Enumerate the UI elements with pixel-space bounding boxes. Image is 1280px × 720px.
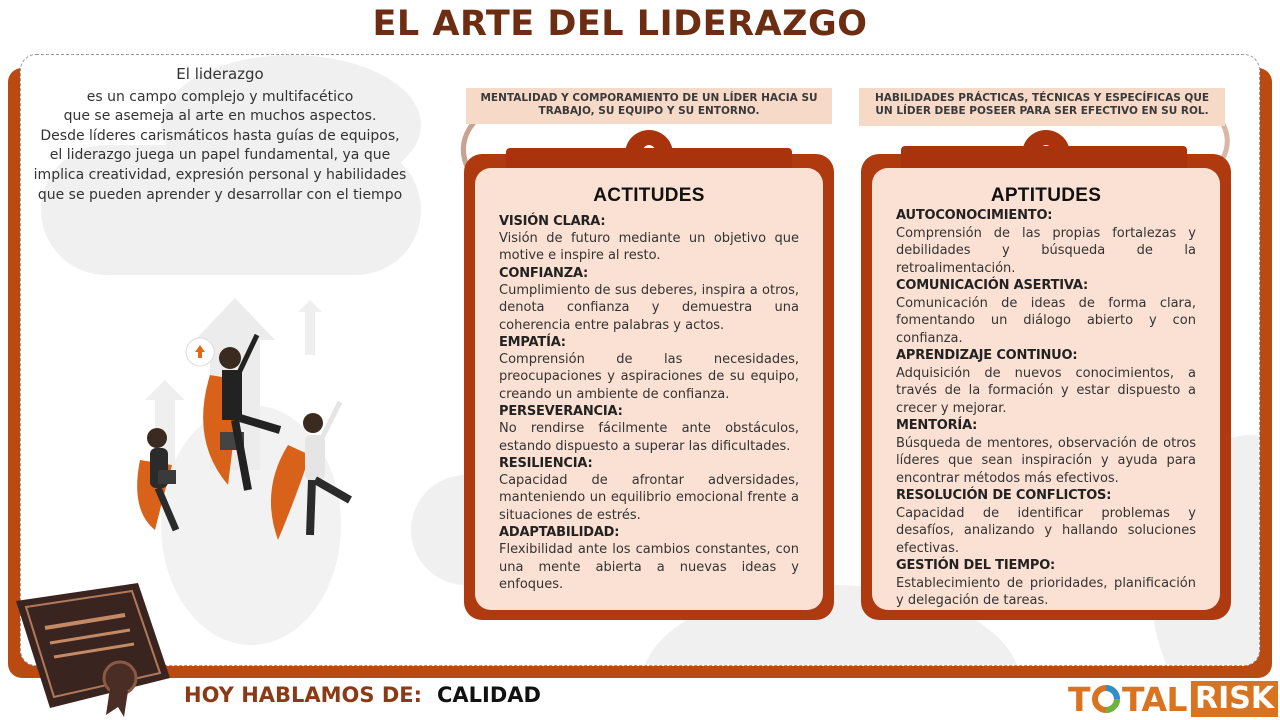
- intro-line: que se pueden aprender y desarrollar con el tiempo: [37, 186, 403, 203]
- list-item-text: Comprensión de las necesidades, preocupaciones y aspiraciones de su equipo, creando un ambiente de confianza.: [499, 352, 799, 402]
- list-item-title: COMUNICACIÓN ASERTIVA:: [896, 278, 1088, 293]
- list-item-title: VISIÓN CLARA:: [499, 214, 606, 229]
- aptitudes-list: [872, 207, 1220, 610]
- footer-label: HOY HABLAMOS DE:: [184, 683, 423, 707]
- list-item-text: Comprensión de las propias fortalezas y debilidades y búsqueda de la retroalimentación.: [896, 225, 1196, 276]
- footer-topic: CALIDAD: [437, 683, 541, 707]
- up-arrow-shape: [298, 300, 322, 355]
- aptitudes-paper: [872, 168, 1220, 610]
- list-item-title: RESOLUCIÓN DE CONFLICTOS:: [896, 488, 1112, 503]
- flying-leaders-illustration: [110, 240, 380, 540]
- logo-text: TAL: [1122, 679, 1188, 719]
- actitudes-heading: ACTITUDES: [593, 185, 705, 206]
- aptitudes-heading: APTITUDES: [990, 185, 1102, 206]
- list-item-title: PERSEVERANCIA:: [499, 404, 623, 420]
- actitudes-clipboard: [464, 154, 834, 620]
- actitudes-paper: [475, 168, 823, 610]
- person-head: [303, 413, 323, 433]
- intro-line: implica creatividad, expresión personal y habilidades: [33, 166, 407, 183]
- briefcase: [158, 470, 176, 484]
- list-item-text: Comunicación de ideas de forma clara, fomentando un diálogo abierto y con confianza.: [896, 295, 1196, 346]
- list-item-title: CONFIANZA:: [499, 265, 589, 281]
- intro-line: el liderazgo juega un papel fundamental, ya que: [49, 147, 391, 164]
- person-body: [222, 370, 242, 420]
- logo-ring-icon: [1091, 684, 1121, 714]
- certificate-icon: [10, 583, 175, 720]
- intro-heading: El liderazgo: [176, 65, 264, 83]
- list-item-text: Cumplimiento de sus deberes, inspira a otros, denota confianza y demuestra una coherencia entre palabras y actos.: [499, 282, 799, 333]
- list-item-title: ADAPTABILIDAD:: [499, 525, 620, 541]
- list-item-text: No rendirse fácilmente ante obstáculos, estando dispuesto a superar las dificultades.: [499, 421, 799, 454]
- list-item-text: Capacidad de identificar problemas y desafíos, analizando y hallando soluciones efectivas.: [896, 505, 1196, 556]
- person-head: [147, 428, 167, 448]
- list-item-title: AUTOCONOCIMIENTO:: [896, 208, 1053, 223]
- list-item-text: Visión de futuro mediante un objetivo que motive e inspire al resto.: [499, 231, 799, 264]
- list-item-title: EMPATÍA:: [499, 335, 566, 351]
- list-item-text: Establecimiento de prioridades, planificación y delegación de tareas.: [896, 575, 1196, 608]
- person-arm: [322, 402, 340, 438]
- list-item-title: RESILIENCIA:: [499, 456, 593, 472]
- list-item-text: Flexibilidad ante los cambios constantes, con una mente abierta a nuevas ideas y enfoques.: [499, 542, 799, 593]
- person-leg: [315, 480, 350, 500]
- list-item-title: GESTIÓN DEL TIEMPO:: [896, 558, 1056, 573]
- list-item-title: APRENDIZAJE CONTINUO:: [896, 348, 1078, 363]
- intro-line: que se asemeja al arte en muchos aspectos.: [63, 108, 377, 125]
- logo-text: T: [1068, 679, 1091, 719]
- list-item-text: Búsqueda de mentores, observación de otros líderes que sean inspiración y ayuda para encontrar métodos más efectivos.: [896, 435, 1196, 486]
- intro-line: Desde líderes carismáticos hasta guías de equipos,: [40, 127, 400, 144]
- actitudes-banner: MENTALIDAD Y COMPORAMIENTO DE UN LÍDER HACIA SU TRABAJO, SU EQUIPO Y SU ENTORNO.: [466, 88, 832, 124]
- list-item-title: MENTORÍA:: [896, 418, 978, 433]
- person-head: [219, 347, 241, 369]
- intro-line: es un campo complejo y multifacético: [86, 88, 354, 105]
- list-item-text: Adquisición de nuevos conocimientos, a través de la formación y estar dispuesto a crecer y mejorar.: [896, 365, 1196, 416]
- list-item-text: Capacidad de afrontar adversidades, manteniendo un equilibrio emocional frente a situaciones de estrés.: [499, 473, 799, 523]
- page-title: EL ARTE DEL LIDERAZGO: [372, 4, 868, 44]
- person-leg: [158, 488, 176, 530]
- person-body: [305, 435, 325, 480]
- actitudes-list: [475, 213, 823, 594]
- intro-text: [30, 65, 410, 205]
- aptitudes-clipboard: [861, 154, 1231, 620]
- logo-risk-badge: RISK: [1191, 681, 1278, 717]
- aptitudes-banner: HABILIDADES PRÁCTICAS, TÉCNICAS Y ESPECÍFICAS QUE UN LÍDER DEBE POSEER PARA SER EFECTIVO EN SU ROL.: [859, 88, 1225, 126]
- person-leg: [310, 480, 312, 535]
- cape: [271, 445, 310, 540]
- totalrisk-logo: [1068, 679, 1278, 719]
